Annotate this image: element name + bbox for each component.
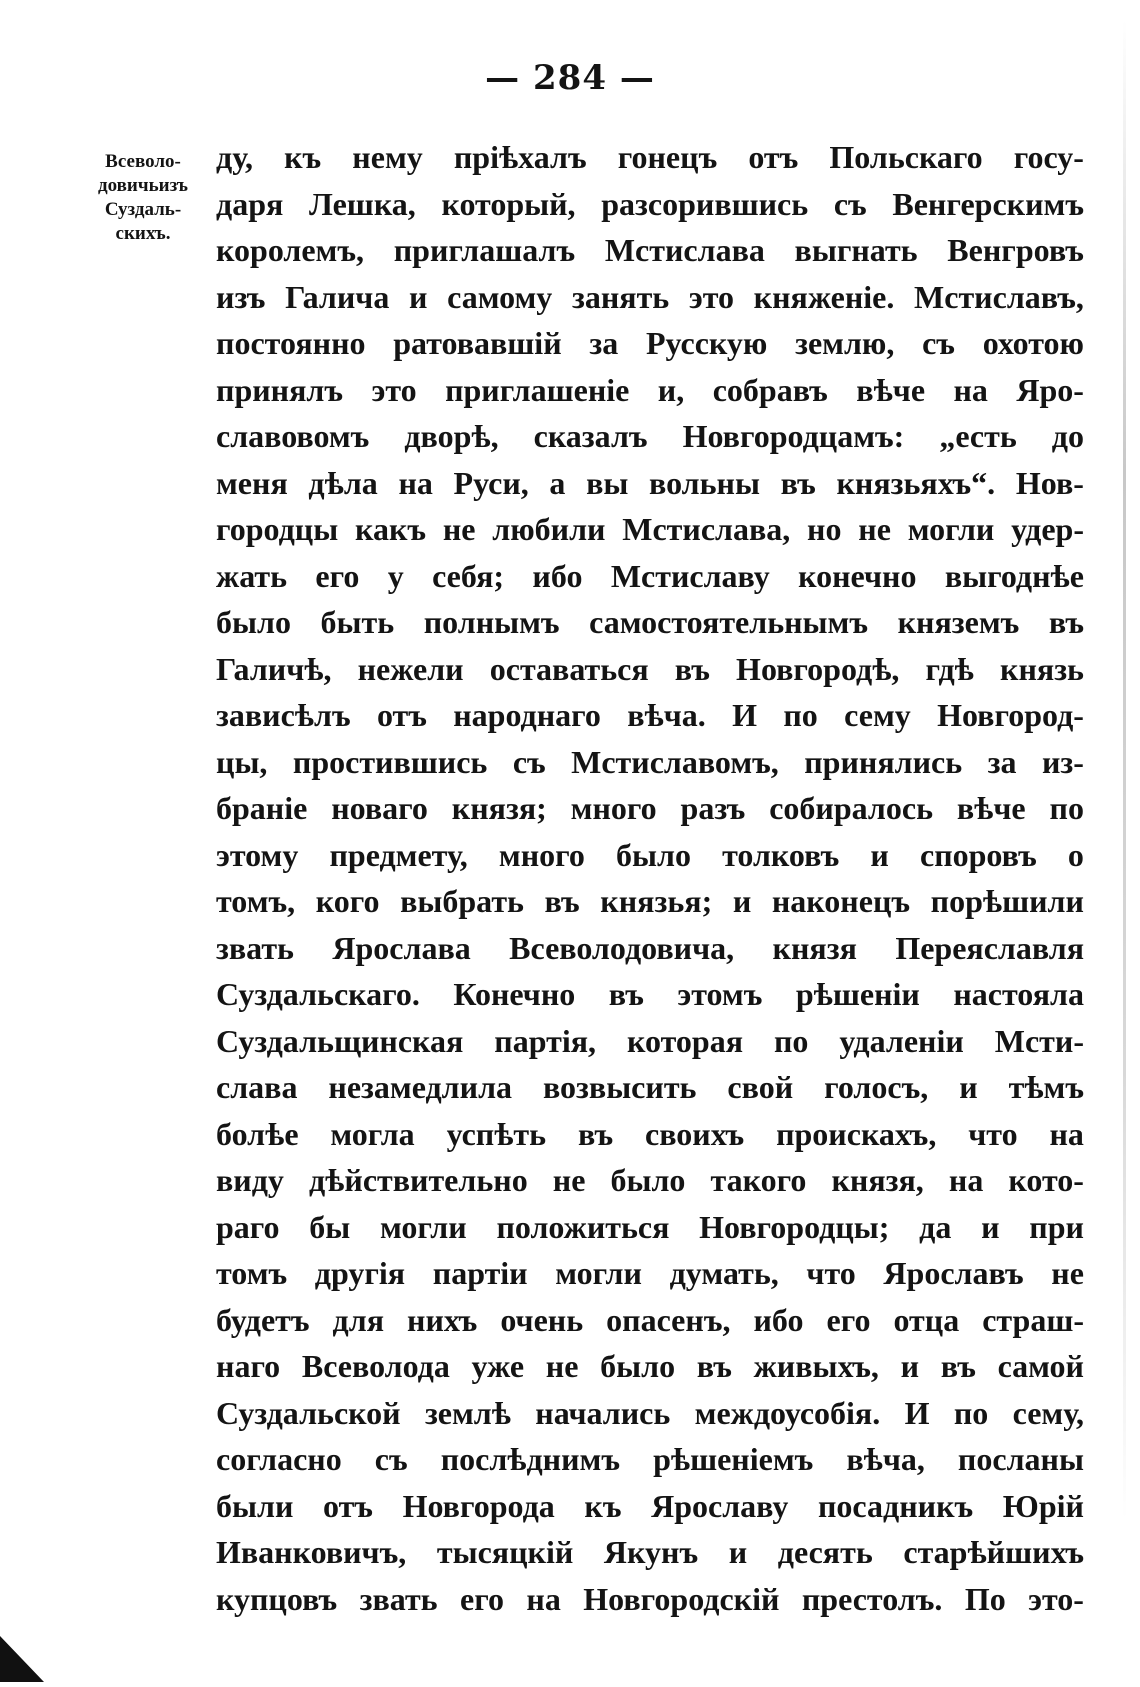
word: бы (309, 1208, 351, 1245)
word: тѣмъ (1008, 1069, 1084, 1105)
word: на (398, 464, 433, 501)
text-line (216, 1018, 1084, 1065)
text-line (216, 646, 1084, 693)
word: настояла (953, 976, 1084, 1012)
word: простившись (292, 743, 488, 780)
text-line (216, 1576, 1084, 1623)
text-line (216, 274, 1084, 321)
word: въ (780, 464, 816, 501)
word: кото- (1008, 1162, 1084, 1198)
text-line (216, 785, 1084, 832)
word: даря (216, 185, 284, 222)
word: сказалъ (533, 418, 648, 454)
text-line (216, 1343, 1084, 1390)
word: въ (544, 883, 580, 919)
word: королемъ, (216, 232, 364, 268)
word: страш- (982, 1301, 1084, 1338)
word: въ (674, 650, 710, 687)
margin-note-line: Всеволо- (105, 151, 181, 172)
word: Яро- (1016, 371, 1084, 408)
word: нихъ (407, 1301, 478, 1338)
word: до (1051, 418, 1084, 454)
word: Конечно (453, 976, 576, 1012)
text-line (216, 1064, 1084, 1111)
word: на (948, 1162, 984, 1198)
word: разсорившись (601, 185, 809, 222)
margin-note-line: скихъ. (115, 223, 171, 244)
word: его (826, 1301, 871, 1338)
word: Нов- (1015, 464, 1084, 501)
word: по (773, 1022, 809, 1059)
word: Новгорода (402, 1487, 555, 1524)
word: и (728, 1534, 748, 1570)
word: не (442, 511, 476, 547)
word: славовомъ (216, 418, 370, 454)
word: отъ (323, 1487, 373, 1524)
word: не (545, 1348, 579, 1384)
word: и (870, 836, 889, 873)
word: много (498, 836, 585, 873)
word: ибо (532, 557, 583, 594)
word: въ (940, 1348, 976, 1384)
word: посланы (957, 1441, 1084, 1477)
word: кого (315, 883, 380, 919)
word: И (904, 1394, 930, 1431)
word: занять (571, 278, 670, 315)
word: въ (696, 1348, 732, 1384)
word: приглашеніе (445, 371, 630, 408)
word: что (968, 1115, 1018, 1152)
word: въ (608, 976, 644, 1012)
word: „есть (939, 418, 1017, 454)
word: дворѣ, (404, 418, 499, 454)
word: на (526, 1580, 561, 1617)
word: на (1049, 1115, 1084, 1152)
word: наго (216, 1348, 281, 1384)
text-line (216, 553, 1084, 600)
word: могли (380, 1208, 467, 1245)
word: было (216, 604, 291, 640)
word: Галича (285, 278, 390, 315)
text-line (216, 367, 1084, 414)
word: по (783, 697, 818, 733)
word: выгоднѣе (944, 557, 1084, 594)
text-line (216, 1250, 1084, 1297)
word: это- (1028, 1580, 1084, 1617)
word: проискахъ, (776, 1115, 937, 1152)
word: Иванковичъ, (216, 1534, 407, 1570)
text-line (216, 599, 1084, 646)
word: могла (330, 1115, 415, 1152)
word: своихъ (645, 1115, 745, 1152)
word: не (858, 511, 891, 547)
word: Венгерскимъ (892, 185, 1084, 222)
word: это (371, 371, 417, 408)
word: Руси, (453, 464, 529, 501)
word: Новгородскій (583, 1580, 780, 1617)
margin-note (78, 150, 208, 246)
word: по (1049, 790, 1084, 826)
word: такого (710, 1162, 807, 1198)
word: самой (997, 1348, 1084, 1384)
word: живыхъ, (753, 1348, 879, 1384)
word: съ (374, 1441, 408, 1477)
text-line (216, 413, 1084, 460)
word: Мстиславъ, (914, 278, 1084, 315)
word: самому (447, 278, 553, 315)
word: старѣйшихъ (903, 1534, 1084, 1570)
word: землѣ (424, 1394, 511, 1431)
word: по (953, 1394, 989, 1431)
word: о (1067, 836, 1084, 873)
word: съ (833, 185, 867, 222)
word: престолъ. (801, 1580, 943, 1617)
word: Новгородцамъ: (682, 418, 905, 454)
word: томъ, (216, 883, 296, 919)
word: будетъ (216, 1301, 310, 1338)
word: Мстислава (604, 232, 765, 268)
text-line (216, 1529, 1084, 1576)
word: въ (1048, 604, 1084, 640)
word: и (900, 1348, 920, 1384)
word: принялись (804, 743, 963, 780)
word: было (600, 1348, 676, 1384)
word: цы, (216, 743, 268, 780)
word: этому (216, 836, 299, 873)
word: княземъ (897, 604, 1020, 640)
word: новаго (331, 790, 428, 826)
word: княженіе. (753, 278, 895, 315)
word: успѣть (446, 1115, 547, 1152)
word: быть (320, 604, 395, 640)
word: нему (352, 139, 423, 175)
word: свой (727, 1069, 794, 1105)
word: купцовъ (216, 1580, 338, 1617)
word: возвысить (542, 1069, 697, 1105)
word: могли (555, 1255, 642, 1291)
word: самостоятельнымъ (589, 604, 868, 640)
word: вы (586, 464, 629, 501)
word: Переяславля (895, 929, 1084, 966)
word: за (987, 743, 1017, 780)
word: незамедлила (328, 1069, 513, 1105)
word: сему, (1012, 1394, 1084, 1431)
word: согласно (216, 1441, 342, 1477)
word: дѣла (308, 464, 378, 501)
word: любили (492, 511, 606, 547)
word: Всеволода (301, 1348, 450, 1384)
word: его (315, 557, 360, 594)
text-line (216, 1297, 1084, 1344)
word: споровъ (919, 836, 1037, 873)
word: и (409, 278, 428, 315)
word: у (387, 557, 404, 594)
text-line (216, 506, 1084, 553)
word: уже (471, 1348, 525, 1384)
word: голосъ, (824, 1069, 929, 1105)
word: его (460, 1580, 504, 1617)
word: звать (359, 1580, 438, 1617)
word: нежели (357, 650, 464, 687)
word: городцы (216, 511, 339, 547)
word: за (589, 325, 619, 361)
word: что (806, 1255, 856, 1291)
word: посадникъ (817, 1487, 974, 1524)
word: Мстислава, (622, 511, 791, 547)
word: который, (441, 185, 576, 222)
word: Всеволодовича, (509, 929, 735, 966)
text-line (216, 878, 1084, 925)
word: думать, (669, 1255, 779, 1291)
word: начались (535, 1394, 671, 1431)
text-line (216, 1157, 1084, 1204)
word: томъ (216, 1255, 288, 1291)
word: вѣче (956, 790, 1026, 826)
word: не (552, 1162, 586, 1198)
word: могли (907, 511, 995, 547)
word: Новгородцы; (699, 1208, 890, 1245)
word: Юрій (1002, 1487, 1084, 1524)
word: князь (1000, 650, 1084, 687)
word: рѣшеніемъ (653, 1441, 814, 1477)
text-line (216, 1204, 1084, 1251)
word: къ (584, 1487, 622, 1524)
word: князя; (451, 790, 547, 826)
word: какъ (355, 511, 427, 547)
word: гдѣ (925, 650, 974, 687)
word: много (570, 790, 657, 826)
word: Мстиславу (610, 557, 770, 594)
margin-note-line: Суздаль- (104, 199, 182, 220)
word: въ (577, 1115, 614, 1152)
word: охотою (982, 325, 1084, 361)
word: послѣднимъ (440, 1441, 620, 1477)
word: Галичѣ, (216, 650, 332, 687)
word: положиться (496, 1208, 670, 1245)
word: госу- (1013, 139, 1084, 175)
word: из- (1041, 743, 1084, 780)
word: вѣча. (627, 697, 706, 733)
word: Суздальщинская (216, 1022, 464, 1059)
word: на (953, 371, 988, 408)
text-line (216, 739, 1084, 786)
text-line (216, 832, 1084, 879)
word: меня (216, 464, 288, 501)
word: къ (284, 139, 322, 175)
word: съ (922, 325, 955, 361)
word: наконецъ (771, 883, 911, 919)
word: вольны (649, 464, 760, 501)
word: удаленіи (839, 1022, 964, 1059)
word: князя (772, 929, 857, 966)
word: гонецъ (617, 139, 718, 175)
word: князьяхъ“. (836, 464, 996, 501)
word: принялъ (216, 371, 344, 408)
word: удер- (1011, 511, 1084, 547)
text-line (216, 1111, 1084, 1158)
text-line (216, 925, 1084, 972)
word: собравъ (712, 371, 828, 408)
word: которая (627, 1022, 743, 1059)
word: не (1051, 1255, 1084, 1291)
word: браніе (216, 790, 308, 826)
word: князья; (600, 883, 713, 919)
word: опасенъ, (606, 1301, 731, 1338)
word: отъ (376, 697, 427, 733)
word: По (964, 1580, 1006, 1617)
word: Лешка, (308, 185, 416, 222)
word: а (549, 464, 566, 501)
word: землю, (795, 325, 895, 361)
word: это (688, 278, 734, 315)
word: порѣшили (930, 883, 1084, 919)
word: при (1029, 1208, 1084, 1245)
word: Якунъ (603, 1534, 699, 1570)
word: и, (657, 371, 685, 408)
word: Русскую (645, 325, 768, 361)
margin-note-line: довичьизъ (98, 175, 188, 196)
text-line (216, 134, 1084, 181)
word: постоянно (216, 325, 366, 361)
word: выгнать (794, 232, 918, 268)
word: партіи (432, 1255, 528, 1291)
word: Мстиславомъ, (571, 743, 779, 780)
word: вѣча, (846, 1441, 925, 1477)
word: и (959, 1069, 978, 1105)
word: и (981, 1208, 1000, 1245)
word: партія, (494, 1022, 597, 1059)
word: жать (216, 557, 288, 594)
word: И (732, 697, 758, 733)
word: отъ (748, 139, 799, 175)
word: разъ (680, 790, 746, 826)
corner-scan-mark (0, 1636, 44, 1682)
word: Мсти- (994, 1022, 1084, 1059)
word: Суздальскаго. (216, 976, 420, 1012)
word: приглашалъ (393, 232, 576, 268)
page-edge-shadow (1123, 20, 1126, 1520)
text-line (216, 181, 1084, 228)
word: предмету, (329, 836, 468, 873)
word: и (732, 883, 752, 919)
text-line (216, 1483, 1084, 1530)
word: болѣе (216, 1115, 299, 1152)
word: Новгород- (937, 697, 1084, 733)
word: тысяцкій (436, 1534, 574, 1570)
word: пріѣхалъ (453, 139, 587, 175)
text-line (216, 227, 1084, 274)
word: ду, (216, 139, 253, 175)
word: рѣшеніи (795, 976, 920, 1012)
word: слава (216, 1069, 298, 1105)
word: Суздальской (216, 1394, 401, 1431)
word: было (610, 1162, 686, 1198)
word: оставаться (489, 650, 649, 687)
word: другія (314, 1255, 406, 1291)
word: виду (216, 1162, 284, 1198)
word: полнымъ (423, 604, 560, 640)
word: Ярославъ (883, 1255, 1024, 1291)
word: конечно (798, 557, 917, 594)
word: народнаго (453, 697, 601, 733)
word: Новгородѣ, (736, 650, 900, 687)
word: Ярослава (332, 929, 471, 966)
word: толковъ (722, 836, 840, 873)
word: десять (777, 1534, 873, 1570)
word: изъ (216, 278, 266, 315)
word: междоусобія. (694, 1394, 881, 1431)
word: Польскаго (829, 139, 983, 175)
word: но (807, 511, 842, 547)
word: собиралось (769, 790, 933, 826)
word: были (216, 1487, 294, 1524)
word: себя; (432, 557, 505, 594)
word: зависѣлъ (216, 697, 351, 733)
word: да (919, 1208, 952, 1245)
body-text (216, 134, 1084, 1622)
word: Венгровъ (947, 232, 1084, 268)
word: дѣйствительно (308, 1162, 528, 1198)
page-number: — 284 — (485, 58, 655, 98)
word: вѣче (856, 371, 926, 408)
text-line (216, 1436, 1084, 1483)
word: выбрать (400, 883, 524, 919)
word: очень (500, 1301, 584, 1338)
word: съ (512, 743, 546, 780)
text-line (216, 460, 1084, 507)
word: отца (893, 1301, 960, 1338)
word: звать (216, 929, 294, 966)
text-line (216, 1390, 1084, 1437)
word: ибо (753, 1301, 804, 1338)
word: было (616, 836, 691, 873)
word: этомъ (677, 976, 763, 1012)
text-line (216, 692, 1084, 739)
text-line (216, 971, 1084, 1018)
word: сему (844, 697, 911, 733)
word: раго (216, 1208, 280, 1245)
word: князя, (831, 1162, 924, 1198)
text-line (216, 320, 1084, 367)
word: Ярославу (651, 1487, 789, 1524)
word: ратовавшій (393, 325, 562, 361)
word: для (332, 1301, 384, 1338)
